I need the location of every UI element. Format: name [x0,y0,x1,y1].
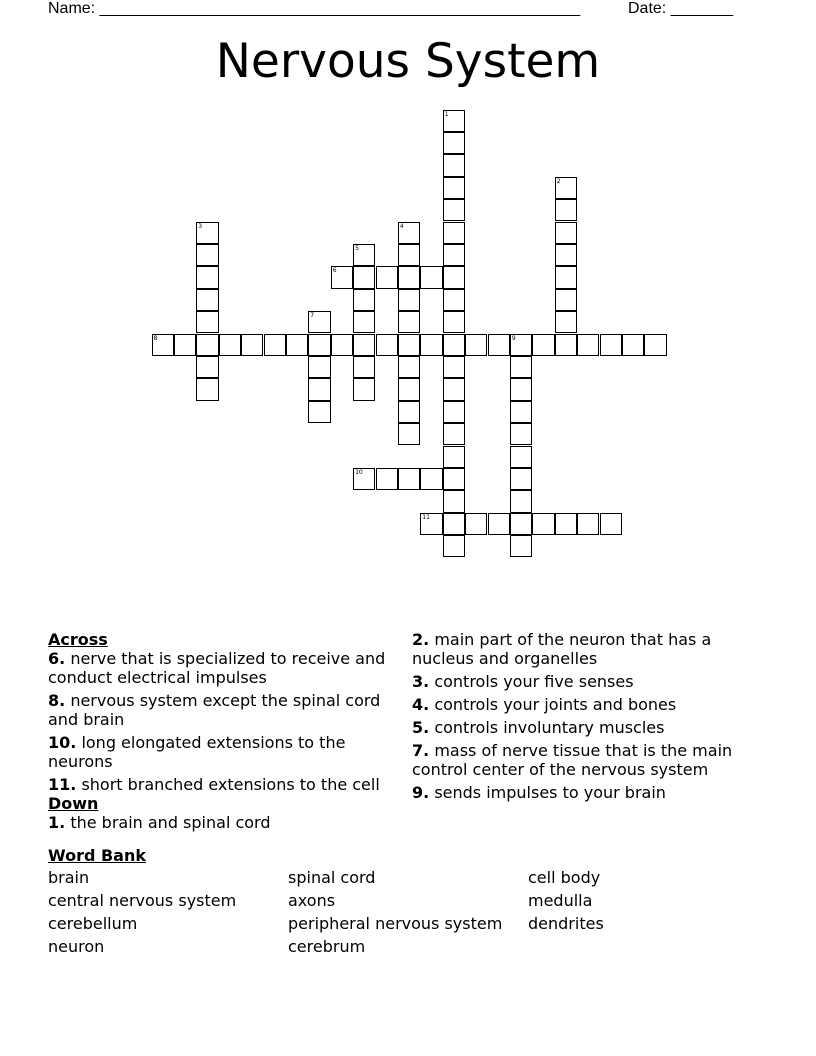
clue-number: 2. [412,630,430,649]
crossword-cell[interactable] [398,378,420,400]
clue-number: 4. [412,695,430,714]
crossword-cell[interactable] [555,177,577,199]
crossword-cell[interactable] [376,468,398,490]
clue-number-label: 7 [310,312,315,320]
crossword-cell[interactable] [241,334,263,356]
crossword-cell[interactable] [443,356,465,378]
crossword-cell[interactable] [398,266,420,288]
word-bank-item: brain [48,868,90,887]
crossword-cell[interactable] [510,401,532,423]
crossword-cell[interactable] [443,378,465,400]
down-heading: Down [48,794,99,813]
crossword-cell[interactable] [443,154,465,176]
word-bank-item: medulla [528,891,593,910]
crossword-cell[interactable] [286,334,308,356]
word-bank-item: cell body [528,868,601,887]
clue-down-5 [412,718,762,737]
clue-across-6 [48,649,398,687]
crossword-cell[interactable] [353,468,375,490]
crossword-cell[interactable] [577,334,599,356]
word-bank-item: cerebellum [48,914,138,933]
crossword-cell[interactable] [555,222,577,244]
crossword-cell[interactable] [308,378,330,400]
crossword-cell[interactable] [443,199,465,221]
clue-number: 5. [412,718,430,737]
crossword-cell[interactable] [264,334,286,356]
crossword-cell[interactable] [152,334,174,356]
crossword-cell[interactable] [420,513,442,535]
crossword-cell[interactable] [443,513,465,535]
crossword-cell[interactable] [443,446,465,468]
crossword-cell[interactable] [443,177,465,199]
word-bank-item: cerebrum [288,937,366,956]
crossword-cell[interactable] [443,222,465,244]
crossword-cell[interactable] [644,334,666,356]
crossword-cell[interactable] [398,244,420,266]
crossword-cell[interactable] [622,334,644,356]
crossword-cell[interactable] [443,244,465,266]
crossword-cell[interactable] [376,334,398,356]
crossword-cell[interactable] [196,378,218,400]
crossword-cell[interactable] [443,266,465,288]
crossword-cell[interactable] [510,446,532,468]
clue-number-label: 8 [153,334,158,342]
clue-number: 10. [48,733,77,752]
clue-down-1 [48,813,398,832]
crossword-cell[interactable] [353,266,375,288]
crossword-cell[interactable] [196,356,218,378]
crossword-cell[interactable] [331,266,353,288]
crossword-cell[interactable] [443,490,465,512]
crossword-cell[interactable] [555,199,577,221]
clue-text: sends impulses to your brain [434,783,666,802]
crossword-cell[interactable] [443,468,465,490]
crossword-cell[interactable] [308,356,330,378]
crossword-cell[interactable] [465,513,487,535]
crossword-cell[interactable] [510,378,532,400]
clue-text: controls your joints and bones [434,695,677,714]
date-field[interactable]: Date: _______ [628,0,733,17]
clue-number-label: 10 [355,468,363,476]
crossword-cell[interactable] [443,401,465,423]
crossword-cell[interactable] [555,311,577,333]
clue-number: 1. [48,813,66,832]
crossword-cell[interactable] [420,334,442,356]
clue-down-3 [412,672,762,691]
crossword-cell[interactable] [510,535,532,557]
clue-number-label: 2 [556,177,561,185]
crossword-cell[interactable] [353,378,375,400]
crossword-cell[interactable] [196,334,218,356]
crossword-cell[interactable] [555,289,577,311]
crossword-cell[interactable] [465,334,487,356]
crossword-cell[interactable] [532,513,554,535]
clue-number-label: 3 [198,222,203,230]
crossword-cell[interactable] [398,356,420,378]
crossword-cell[interactable] [196,289,218,311]
crossword-cell[interactable] [398,334,420,356]
clue-across-11 [48,775,398,794]
clue-text: main part of the neuron that has a nucleus and organelles [412,630,712,668]
word-bank-item: central nervous system [48,891,237,910]
crossword-cell[interactable] [577,513,599,535]
clue-text: nervous system except the spinal cord and brain [48,691,381,729]
crossword-cell[interactable] [308,334,330,356]
clue-number-label: 11 [422,513,430,521]
crossword-cell[interactable] [532,334,554,356]
word-bank-heading: Word Bank [48,846,147,865]
crossword-cell[interactable] [196,222,218,244]
clue-number-label: 5 [355,244,359,252]
word-bank [48,868,768,957]
clue-number: 6. [48,649,66,668]
crossword-cell[interactable] [510,334,532,356]
crossword-cell[interactable] [353,244,375,266]
clues-right-column [412,630,762,806]
crossword-cell[interactable] [420,468,442,490]
clue-number-label: 9 [511,334,516,342]
clue-across-8 [48,691,398,729]
crossword-cell[interactable] [443,423,465,445]
word-bank-item: peripheral nervous system [288,914,503,933]
crossword-cell[interactable] [420,266,442,288]
clue-number-label: 6 [332,267,337,275]
clue-text: long elongated extensions to the neurons [48,733,346,771]
across-heading: Across [48,630,108,649]
crossword-cell[interactable] [555,334,577,356]
crossword-cell[interactable] [308,311,330,333]
clue-number-label: 4 [399,222,404,230]
crossword-cell[interactable] [196,311,218,333]
crossword-cell[interactable] [353,356,375,378]
crossword-cell[interactable] [443,289,465,311]
word-bank-item: neuron [48,937,105,956]
crossword-cell[interactable] [600,334,622,356]
clue-down-4 [412,695,762,714]
crossword-cell[interactable] [600,513,622,535]
crossword-cell[interactable] [510,468,532,490]
word-bank-item: dendrites [528,914,604,933]
clue-text: mass of nerve tissue that is the main control center of the nervous system [412,741,733,779]
crossword-cell[interactable] [510,490,532,512]
page-title: Nervous System [215,34,601,89]
crossword-cell[interactable] [398,423,420,445]
clues-left-column [48,630,398,836]
crossword-cell[interactable] [398,401,420,423]
clue-text: controls your five senses [434,672,634,691]
clue-down-9 [412,783,762,802]
clue-number: 3. [412,672,430,691]
clue-text: the brain and spinal cord [70,813,271,832]
crossword-cell[interactable] [398,468,420,490]
crossword-cell[interactable] [398,222,420,244]
clue-down-7 [412,741,762,779]
crossword-cell[interactable] [219,334,241,356]
crossword-cell[interactable] [353,334,375,356]
crossword-cell[interactable] [398,311,420,333]
crossword-cell[interactable] [196,244,218,266]
crossword-cell[interactable] [398,289,420,311]
crossword-cell[interactable] [510,423,532,445]
clue-number-label: 1 [444,110,449,118]
crossword-cell[interactable] [443,334,465,356]
crossword-cell[interactable] [443,535,465,557]
crossword-cell[interactable] [353,311,375,333]
clue-number: 9. [412,783,430,802]
crossword-cell[interactable] [555,513,577,535]
clue-text: short branched extensions to the cell [81,775,380,794]
clue-text: controls involuntary muscles [434,718,665,737]
crossword-cell[interactable] [555,244,577,266]
word-bank-item: spinal cord [288,868,376,887]
clue-text: nerve that is specialized to receive and conduct electrical impulses [48,649,386,687]
crossword-cell[interactable] [555,266,577,288]
crossword-cell[interactable] [308,401,330,423]
clue-across-10 [48,733,398,771]
crossword-cell[interactable] [443,132,465,154]
crossword-cell[interactable] [196,266,218,288]
crossword-cell[interactable] [443,311,465,333]
clue-number: 11. [48,775,77,794]
clue-down-2 [412,630,762,668]
crossword-cell[interactable] [331,334,353,356]
crossword-cell[interactable] [174,334,196,356]
crossword-cell[interactable] [353,289,375,311]
crossword-cell[interactable] [443,110,465,132]
crossword-cell[interactable] [488,513,510,535]
name-field[interactable]: Name: ______________________________________________________ [48,0,581,17]
crossword-cell[interactable] [510,356,532,378]
crossword-cell[interactable] [488,334,510,356]
word-bank-item: axons [288,891,336,910]
clue-number: 8. [48,691,66,710]
crossword-cell[interactable] [510,513,532,535]
crossword-cell[interactable] [376,266,398,288]
clue-number: 7. [412,741,430,760]
